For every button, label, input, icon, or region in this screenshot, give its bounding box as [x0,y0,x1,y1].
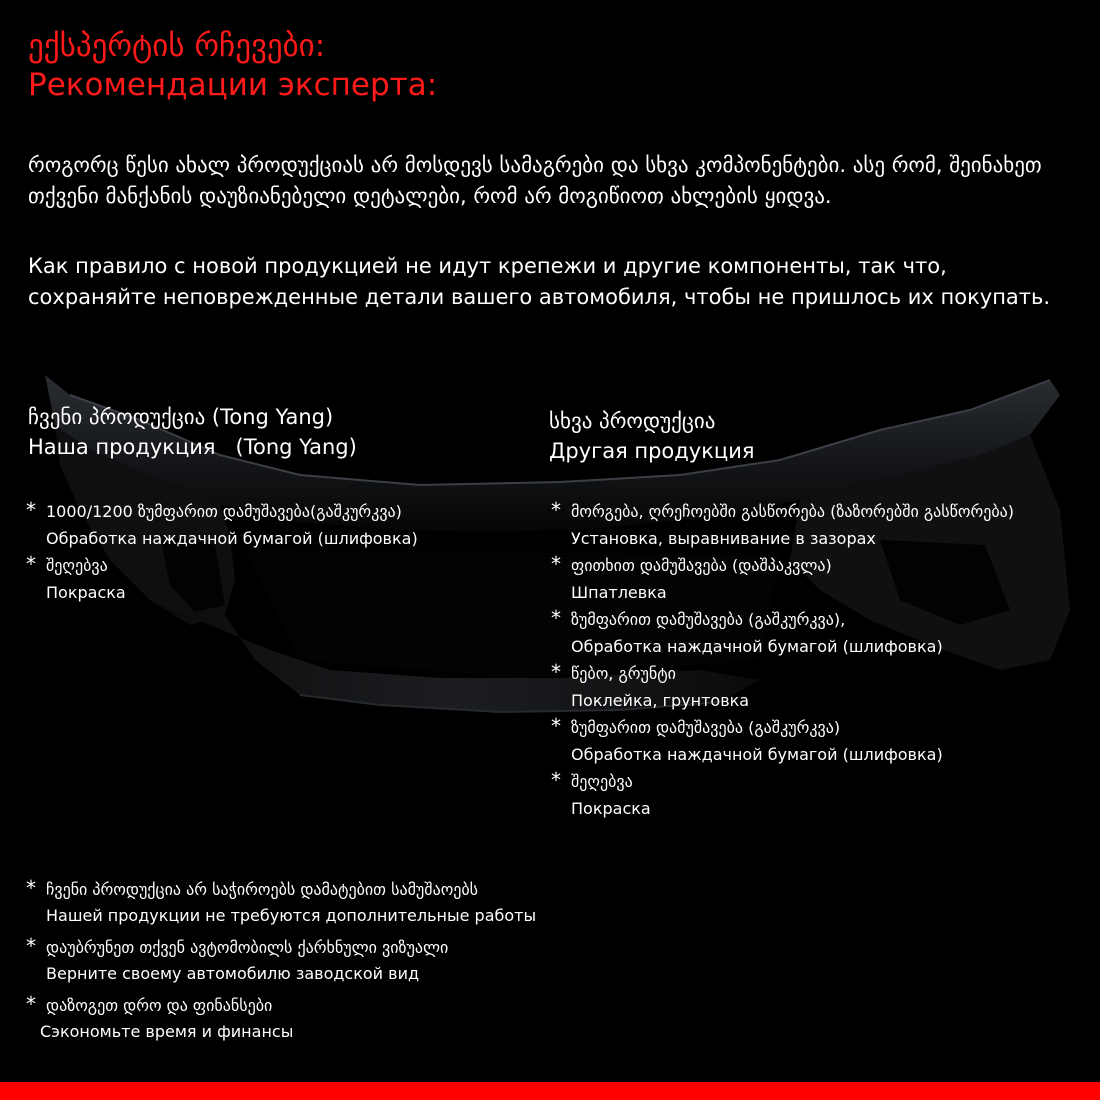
list-item [26,934,536,987]
list-item [26,992,536,1045]
bullet-star-icon: * [551,552,561,576]
benefits-list [26,876,536,1050]
bullet-star-icon: * [551,498,561,522]
step-georgian: წებო, გრუნტი [571,664,676,683]
list-item [551,552,1014,606]
step-russian: Покраска [571,799,651,818]
our-product-steps-list [26,498,418,606]
list-item [26,552,418,606]
list-item [551,606,1014,660]
bullet-star-icon: * [551,768,561,792]
benefit-georgian: ჩვენი პროდუქცია არ საჭიროებს დამატებით სამუშაოებს [46,880,479,899]
other-product-heading-georgian: სხვა პროდუქცია [549,409,716,433]
benefit-georgian: დაუბრუნეთ თქვენ ავტომობილს ქარხნული ვიზუალი [46,938,449,957]
benefit-georgian: დაზოგეთ დრო და ფინანსები [46,996,273,1015]
bullet-star-icon: * [551,606,561,630]
footer-accent-bar [0,1082,1100,1100]
page-title-russian: Рекомендации эксперта: [28,67,438,103]
page-title-georgian: ექსპერტის რჩევები: [28,28,326,64]
our-product-heading [28,402,357,462]
other-product-heading [549,406,755,466]
step-georgian: შეღებვა [46,556,108,575]
step-georgian: ზუმფარით დამუშავება (გაშკურკვა), [571,610,846,629]
step-georgian: მორგება, ღრეჩოებში გასწორება (ზაზორებში გასწორება) [571,502,1014,521]
intro-text-georgian: როგორც წესი ახალ პროდუქციას არ მოსდევს სამაგრები და სხვა კომპონენტები. ასე რომ, შეინახეთ თქვენი მანქანის დაუზიანებელი დეტალები, რომ არ მოგიწიოთ ახლების ყიდვა. [28,153,1042,208]
list-item [551,498,1014,552]
our-product-heading-georgian: ჩვენი პროდუქცია (Tong Yang) [28,405,334,429]
bullet-star-icon: * [551,714,561,738]
step-russian: Обработка наждачной бумагой (шлифовка) [571,745,943,764]
bullet-star-icon: * [26,498,36,522]
step-georgian: ზუმფარით დამუშავება (გაშკურკვა) [571,718,841,737]
step-russian: Покраска [46,583,126,602]
other-product-steps-list [551,498,1014,822]
bullet-star-icon: * [551,660,561,684]
our-product-heading-russian: Наша продукция (Tong Yang) [28,435,357,459]
bullet-star-icon: * [26,552,36,576]
bullet-star-icon: * [26,992,36,1016]
list-item [551,714,1014,768]
benefit-russian: Нашей продукции не требуются дополнительные работы [46,906,537,925]
step-georgian: შეღებვა [571,772,633,791]
intro-text-russian: Как правило с новой продукцией не идут крепежи и другие компоненты, так что, сохраняйте неповрежденные детали вашего автомобиля, чтобы не пришлось их покупать. [28,254,1051,309]
benefit-russian: Сэкономьте время и финансы [40,1022,294,1041]
step-russian: Шпатлевка [571,583,667,602]
step-russian: Установка, выравнивание в зазорах [571,529,876,548]
list-item [26,876,536,929]
list-item [551,768,1014,822]
bullet-star-icon: * [26,876,36,900]
bullet-star-icon: * [26,934,36,958]
other-product-heading-russian: Другая продукция [549,439,755,463]
step-russian: Поклейка, грунтовка [571,691,750,710]
step-georgian: ფითხით დამუშავება (დაშპაკვლა) [571,556,832,575]
step-russian: Обработка наждачной бумагой (шлифовка) [46,529,418,548]
list-item [551,660,1014,714]
step-russian: Обработка наждачной бумагой (шлифовка) [571,637,943,656]
list-item [26,498,418,552]
step-georgian: 1000/1200 ზუმფარით დამუშავება(გაშკურკვა) [46,502,402,521]
benefit-russian: Верните своему автомобилю заводской вид [46,964,420,983]
